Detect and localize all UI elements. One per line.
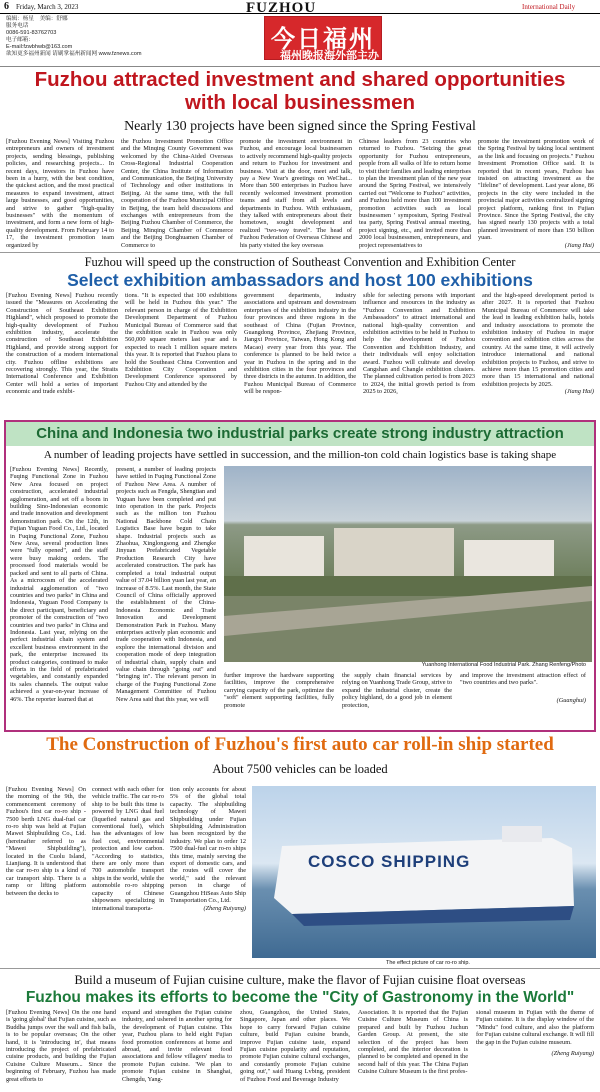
editor-line: 0086-591-83762703 xyxy=(6,30,57,36)
editor-line: 编辑：杨星 美编：舒娜 xyxy=(6,16,68,22)
article-column: [Fuzhou Evening News] Visiting Fuzhou entrepreneurs and owners of investment projects, sending blessings, publishing policies, and researching projects... In recent days, investors in Fuzhou have been in a hurry, with the best condition, the quickest action, and the most practical measures to expand investment, attract large businesses, and good opportunities, and strive to gather "high-quality businesses" with the momentum of investment, and form a new form of high-quality development. From February 14 to 17, the investment promotion team organized by xyxy=(6,138,114,249)
article-column: [Fuzhou Evening News] Recently, Fuqing Functional Zone in Fuzhou New Area focused on project construction, accelerated industrial agglomeration, and set off a boom in building Sino-Indonesian economic and trade innovation and development demonstration park. On the 12th, in Fujian Yuguan Food Co., Ltd., located in Fuqing Functional Zone, Fuzhou New Area, several production lines were "fully opened", and the staff were busy making orders. The processed food materials would be packed and sent to all parts of China. As a microcosm of the accelerated industrial agglomeration of "two countries and two parks" in China and Indonesia, Yuguan Food Company is the direct participant, beneficiary and promoter of the construction of "two countries and two parks" in China and Indonesia. Last year, relying on the perfect industrial chain system and excellent business environment in the park, the enterprise increased its product categories, continued to make efforts in the field of prefabricated vegetables, and constantly expanded its sales channels. The output value achieved a year-on-year increase of 46%. The reporter learned that at xyxy=(10,466,108,703)
section-name: FUZHOU xyxy=(246,0,317,16)
photo-caption: The effect picture of car ro-ro ship. xyxy=(386,960,470,966)
brand-subtitle: 福州晚报海外部主办 xyxy=(280,49,379,62)
article-column: further improve the hardware supporting facilities, improve the comprehensive carrying capacity of the park, optimize the "soft" element supporting facilities, fully promote xyxy=(224,672,334,709)
headline: The Construction of Fuzhou's first auto car roll-in ship started xyxy=(46,734,554,755)
byline: (Jiang Hai) xyxy=(564,241,594,249)
article-column: [Fuzhou Evening News] On the morning of the 9th, the commencement ceremony of Fuzhou's first car ro-ro ship - 7500 berth LNG dual-fuel car ro-ro ship was held at Fujian Mawei Shipbuilding Co., Ltd. (hereinafter referred to as "Mawei Shipbuilding"), located in the Cuolu Island, Lianjiang. It is understood that the car ro-ro ship is a kind of car transport ship. There is a ramp or lifting platform between the decks to xyxy=(6,786,86,897)
subhead: About 7500 vehicles can be loaded xyxy=(212,762,388,776)
headline: Fuzhou attracted investment and shared opportunities with local businessmen xyxy=(34,68,566,114)
byline: (Zheng Ruiyang) xyxy=(551,1050,594,1058)
article-column: promote the investment environment in Fuzhou, and encourage local businessmen to actively recommend high-quality projects and return to Fuzhou for investment and business. Visit at the door, meet and talk, pay a New Year's greetings on WeChat... More than 500 enterprises in Fuzhou have recently welcomed investment promotion teams and staff from all levels and departments in Fuzhou. With enthusiasm, they talked with entrepreneurs about their hometown, sought development and realized "two-way travel". The head of Fuzhou Federation of Overseas Chinese and his party visited the key overseas xyxy=(240,138,352,249)
ship-illustration xyxy=(252,786,596,958)
page-number: 6 xyxy=(4,1,9,12)
article-column: and improve the investment attraction effect of "two countries and two parks". (Guanghui) xyxy=(460,672,586,704)
issue-date: Friday, March 3, 2023 xyxy=(16,3,79,11)
article-column: and the high-speed development period is after 2027. It is reported that Fuzhou Municipal Bureau of Commerce will take the lead in leading exhibition halls, hotels and industry associations to promote the exhibition industry of Fuzhou in major convention and exhibition cities across the country. At the same time, it will actively introduce international and national exhibition projects to Fuzhou, and strive to achieve more than 15 promotion cities and more than 15 international and national exhibition projects by 2025. (Jiang Hai) xyxy=(482,292,594,396)
article-column: expand and strengthen the Fujian cuisine industry, and ushered in another spring for the development of Fujian cuisine. This year, Fuzhou plans to held eight Fujian food promotion conferences at home and abroad, and invite relevant food associations and fellow villagers' media to promote Fujian cuisine. 'We plan to promote Fujian cuisine in Shanghai, Chengdu, Yang- xyxy=(122,1009,232,1083)
editor-line: 欲知更多福州新闻 请刷掌福州新闻网 www.fznews.com xyxy=(6,51,142,57)
article-column: Association. It is reported that the Fujian Cuisine Culture Museum of China is prepared and built by Fuzhou Juchun Garden Group. At present, the site selection of the project has been completed, and the interior decoration is planned to be completed and opened in the second half of this year. The China Fujian Cuisine Culture Museum is the first profes- xyxy=(358,1009,468,1076)
article-column: the supply chain financial services by relying on Yuanhong Trade Group, strive to expand the industrial cluster, create the policy highland, do a good job in element protection, xyxy=(342,672,452,709)
kicker: Fuzhou will speed up the construction of Southeast Convention and Exhibition Center xyxy=(84,255,516,269)
article-column: zhou, Guangzhou, the United States, Singapore, Japan and other places. We hope to carry forward Fujian cuisine culture, build Fujian cuisine brands, improve Fujian cuisine taste, expand Fujian cuisine popularity and reputation, promote Fujian cuisine cultural exchanges, and constantly promote Fujian cuisine going out'," said Huang Lvbing, president of Fuzhou Food and Beverage Industry xyxy=(240,1009,350,1083)
byline: (Jiang Hai) xyxy=(564,388,594,396)
headline: China and Indonesia two industrial parks create strong industry attraction xyxy=(36,425,564,442)
article-industrial-parks xyxy=(4,420,596,732)
editor-info xyxy=(6,16,246,58)
editor-line: 电子邮箱： xyxy=(6,37,34,43)
article-column: sible for selecting persons with important influence and resources in the industry as "Fuzhou Convention and Exhibition Ambassadors" to attract international and national high-quality convention and exhibition activities to be held in Fuzhou to help the development of Fuzhou Convention and Exhibition Industry, and their individuals will enjoy solicitation award. Fuzhou will cultivate and develop Cangshan and Changle exhibition clusters. The planned cultivation period is from 2023 to 2024, the initial growth period is from 2025 to 2026, xyxy=(363,292,475,396)
article-exhibition xyxy=(0,252,600,412)
ship-photo xyxy=(252,786,596,958)
editor-line: 服务电话 xyxy=(6,23,29,29)
ship-hull-label: COSCO SHIPPING xyxy=(308,852,471,871)
photo-caption: Yuanhong International Food Industrial Park. Zhang Renfeng/Photo xyxy=(421,662,586,668)
article-column: the Fuzhou Investment Promotion Office and the Minqing County Government was welcomed by the China-Aided Overseas Cross-Regional Industrial Cooperation Center, the China Institute of Information and Communication, the Beijing University of Technology and other institutions in Beijing. At the same time, with the full cooperation of the Fuzhou Municipal Office in Beijing, the team held discussions and exchanges with entrepreneurs from the Beijing Fuzhou Chamber of Commerce, the Beijing Minqing Chamber of Commerce and the Beijing Donghuamen Chamber of Commerce to xyxy=(121,138,233,249)
article-column: [Fuzhou Evening News] On the one hand is 'going global' that Fujian cuisine, such as Buddha jumps over the wall and fish balls, is to be popular overseas; On the other hand, it is 'introducing in', that means introducing the project of prefabricated cuisine products, and building the Fujian Cuisine Culture Museum... Since the beginning of February, Fuzhou has made great efforts to xyxy=(6,1009,116,1083)
editor-line: E-mail:fzwbhwb@163.com xyxy=(6,44,73,50)
park-photo-image xyxy=(224,466,592,662)
headline: Select exhibition ambassadors and host 100 exhibitions xyxy=(67,270,533,290)
article-column: sional museum in Fujian with the theme of Fujian cuisine. It is the display window of the "Mindu" food culture, and also the platform for Fujian cuisine cultural exchange. It will fill the gap in the Fujian cuisine museum. (Zheng Ruiyang) xyxy=(476,1009,594,1058)
article-column: connect with each other for vehicle traffic. The car ro-ro ship to be built this time is powered by LNG dual fuel (liquefied natural gas and conventional fuel), which has the advantages of low fuel cost, environmental protection and low carbon. "According to statistics, there are only more than 700 automobile transport ships in the world, while the automobile ro-ro shipping capacity of Chinese shipowners specializing in international transporta- xyxy=(92,786,164,912)
byline: (Zheng Ruiyang) xyxy=(203,904,246,912)
kicker: Build a museum of Fujian cuisine culture, make the flavor of Fujian cuisine float overseas xyxy=(74,973,526,987)
masthead-rule xyxy=(0,13,600,14)
masthead xyxy=(0,0,600,68)
article-column: tion only accounts for about 5% of the global total capacity. The shipbuilding technology of Mawei Shipbuilding under Fujian Shipbuilding Administration has been recognized by the industry. We plan to order 12 7500 dual-fuel car ro-ro ships this time, mainly serving the export of domestic cars, and the routes will cover the world," said the relevant person in charge of Guangzhou HiSeas Auto Ship Transportation Co., Ltd. (Zheng Ruiyang) xyxy=(170,786,246,912)
subhead: A number of leading projects have settled in succession, and the million-ton cold chain logistics base is taking shape xyxy=(43,449,557,461)
article-column: promote the investment promotion work of the Spring Festival by taking local sentiment as the link and focusing on projects." Fuzhou Investment Promotion Office said. It is reported that in recent years, Fuzhou has insisted on attracting investment as the "lifeline" of development. Last year alone, 86 projects in the city were included in the provincial major activities centralized signing project platform, ranking first in Fujian Province. Since the Spring Festival, the city has signed nearly 130 projects with a total planned investment of more than 150 billion yuan. (Jiang Hai) xyxy=(478,138,594,249)
article-column: present, a number of leading projects have settled in Fuqing Functional Zone of Fuzhou New Area. A number of projects such as Fengda, Shengtian and Yuguan have been completed and put into operation in the park. Projects such as the million ton Fuzhou National Backbone Cold Chain Logistics Base have begun to take shape. Industrial projects such as Zhaohua, Xinglongsong and Zhengke Jinyuan Prefabricated Vegetable Production Research City have accelerated construction. The park has completed a total industrial output value of 37.04 billion yuan last year, an increase of 8.5%. Last month, the State Council of China officially approved the establishment of the China-Indonesia Economic and Trade Innovation and Development Demonstration Park in Fuzhou. Many enterprises actively plan economic and trade cooperation with Indonesia, and explore the international division and cooperation mode of deep integration of industrial chain, supply chain and value chain through "going out" and "bringing in". The relevant person in charge of the Fuqing Functional Zone Management Committee of Fuzhou New Area said that this year, we will xyxy=(116,466,216,703)
article-investment xyxy=(0,68,600,252)
article-column: tions. "It is expected that 100 exhibitions will be held in Fuzhou this year." The relevant person in charge of the Exhibition Development Department of Fuzhou Municipal Bureau of Commerce said that the exhibition scale in Fuzhou was only 560,000 square meters last year and is expected to reach 1 million square meters this year. It is reported that Fuzhou plans to hold the Southeast China Convention and Exhibition City Cooperation and Development Conference sponsored by Fuzhou City and attended by the xyxy=(125,292,237,388)
byline: (Guanghui) xyxy=(556,696,586,704)
brand-title: 今日福州 xyxy=(271,25,375,53)
paper-name: International Daily xyxy=(522,3,576,11)
headline: Fuzhou makes its efforts to become the "City of Gastronomy in the World" xyxy=(25,989,575,1006)
article-column: [Fuzhou Evening News] Fuzhou recently issued the "Measures on Accelerating the Construction of Southeast Exhibition Highland", which proposed to promote the high-quality development of Fuzhou exhibition industry, accelerate the construction of Southeast Exhibition Highland, and provide strong support for the construction of a modern international city. Fuzhou offline exhibitions are recovering strongly. This year, the Straits International Conference and Exhibition Center will hold a series of important economic and trade exhibi- xyxy=(6,292,118,396)
article-gastronomy xyxy=(0,968,600,1092)
article-column: Chinese leaders from 23 countries who returned to Fuzhou. "Seizing the great opportunity for Fuzhou entrepreneurs, people from all walks of life to return home to visit their families and leading enterprises to plan the investment plan of the new year around the Spring Festival, we intensively carried out "Welcome to Fuzhou" activities, and Fuzhou held more than 100 investment promotion activities such as local businessmen ' symposium, Spring Festival tea party, Spring Festival annual meeting, project signing, etc., and invited more than 2000 local businessmen, entrepreneurs, and project representatives to xyxy=(359,138,471,249)
masthead-bottom-rule xyxy=(0,66,600,67)
article-roro-ship xyxy=(0,732,600,968)
park-photo xyxy=(224,466,592,662)
subhead: Nearly 130 projects have been signed since the Spring Festival xyxy=(124,119,476,134)
article-column: government departments, industry associations and upstream and downstream enterprises of the exhibition industry in the four provinces and three regions in the southeast of China (Fujian Province, Guangdong Province, Zhejiang Province, Jiangxi Province, Taiwan, Hong Kong and Macao) every year from this year. The conference is planned to be held twice a year in Fuzhou in the spring and in the exhibition cities in the four provinces and three districts in the autumn. In addition, the Fuzhou Municipal Bureau of Commerce will be respon- xyxy=(244,292,356,396)
